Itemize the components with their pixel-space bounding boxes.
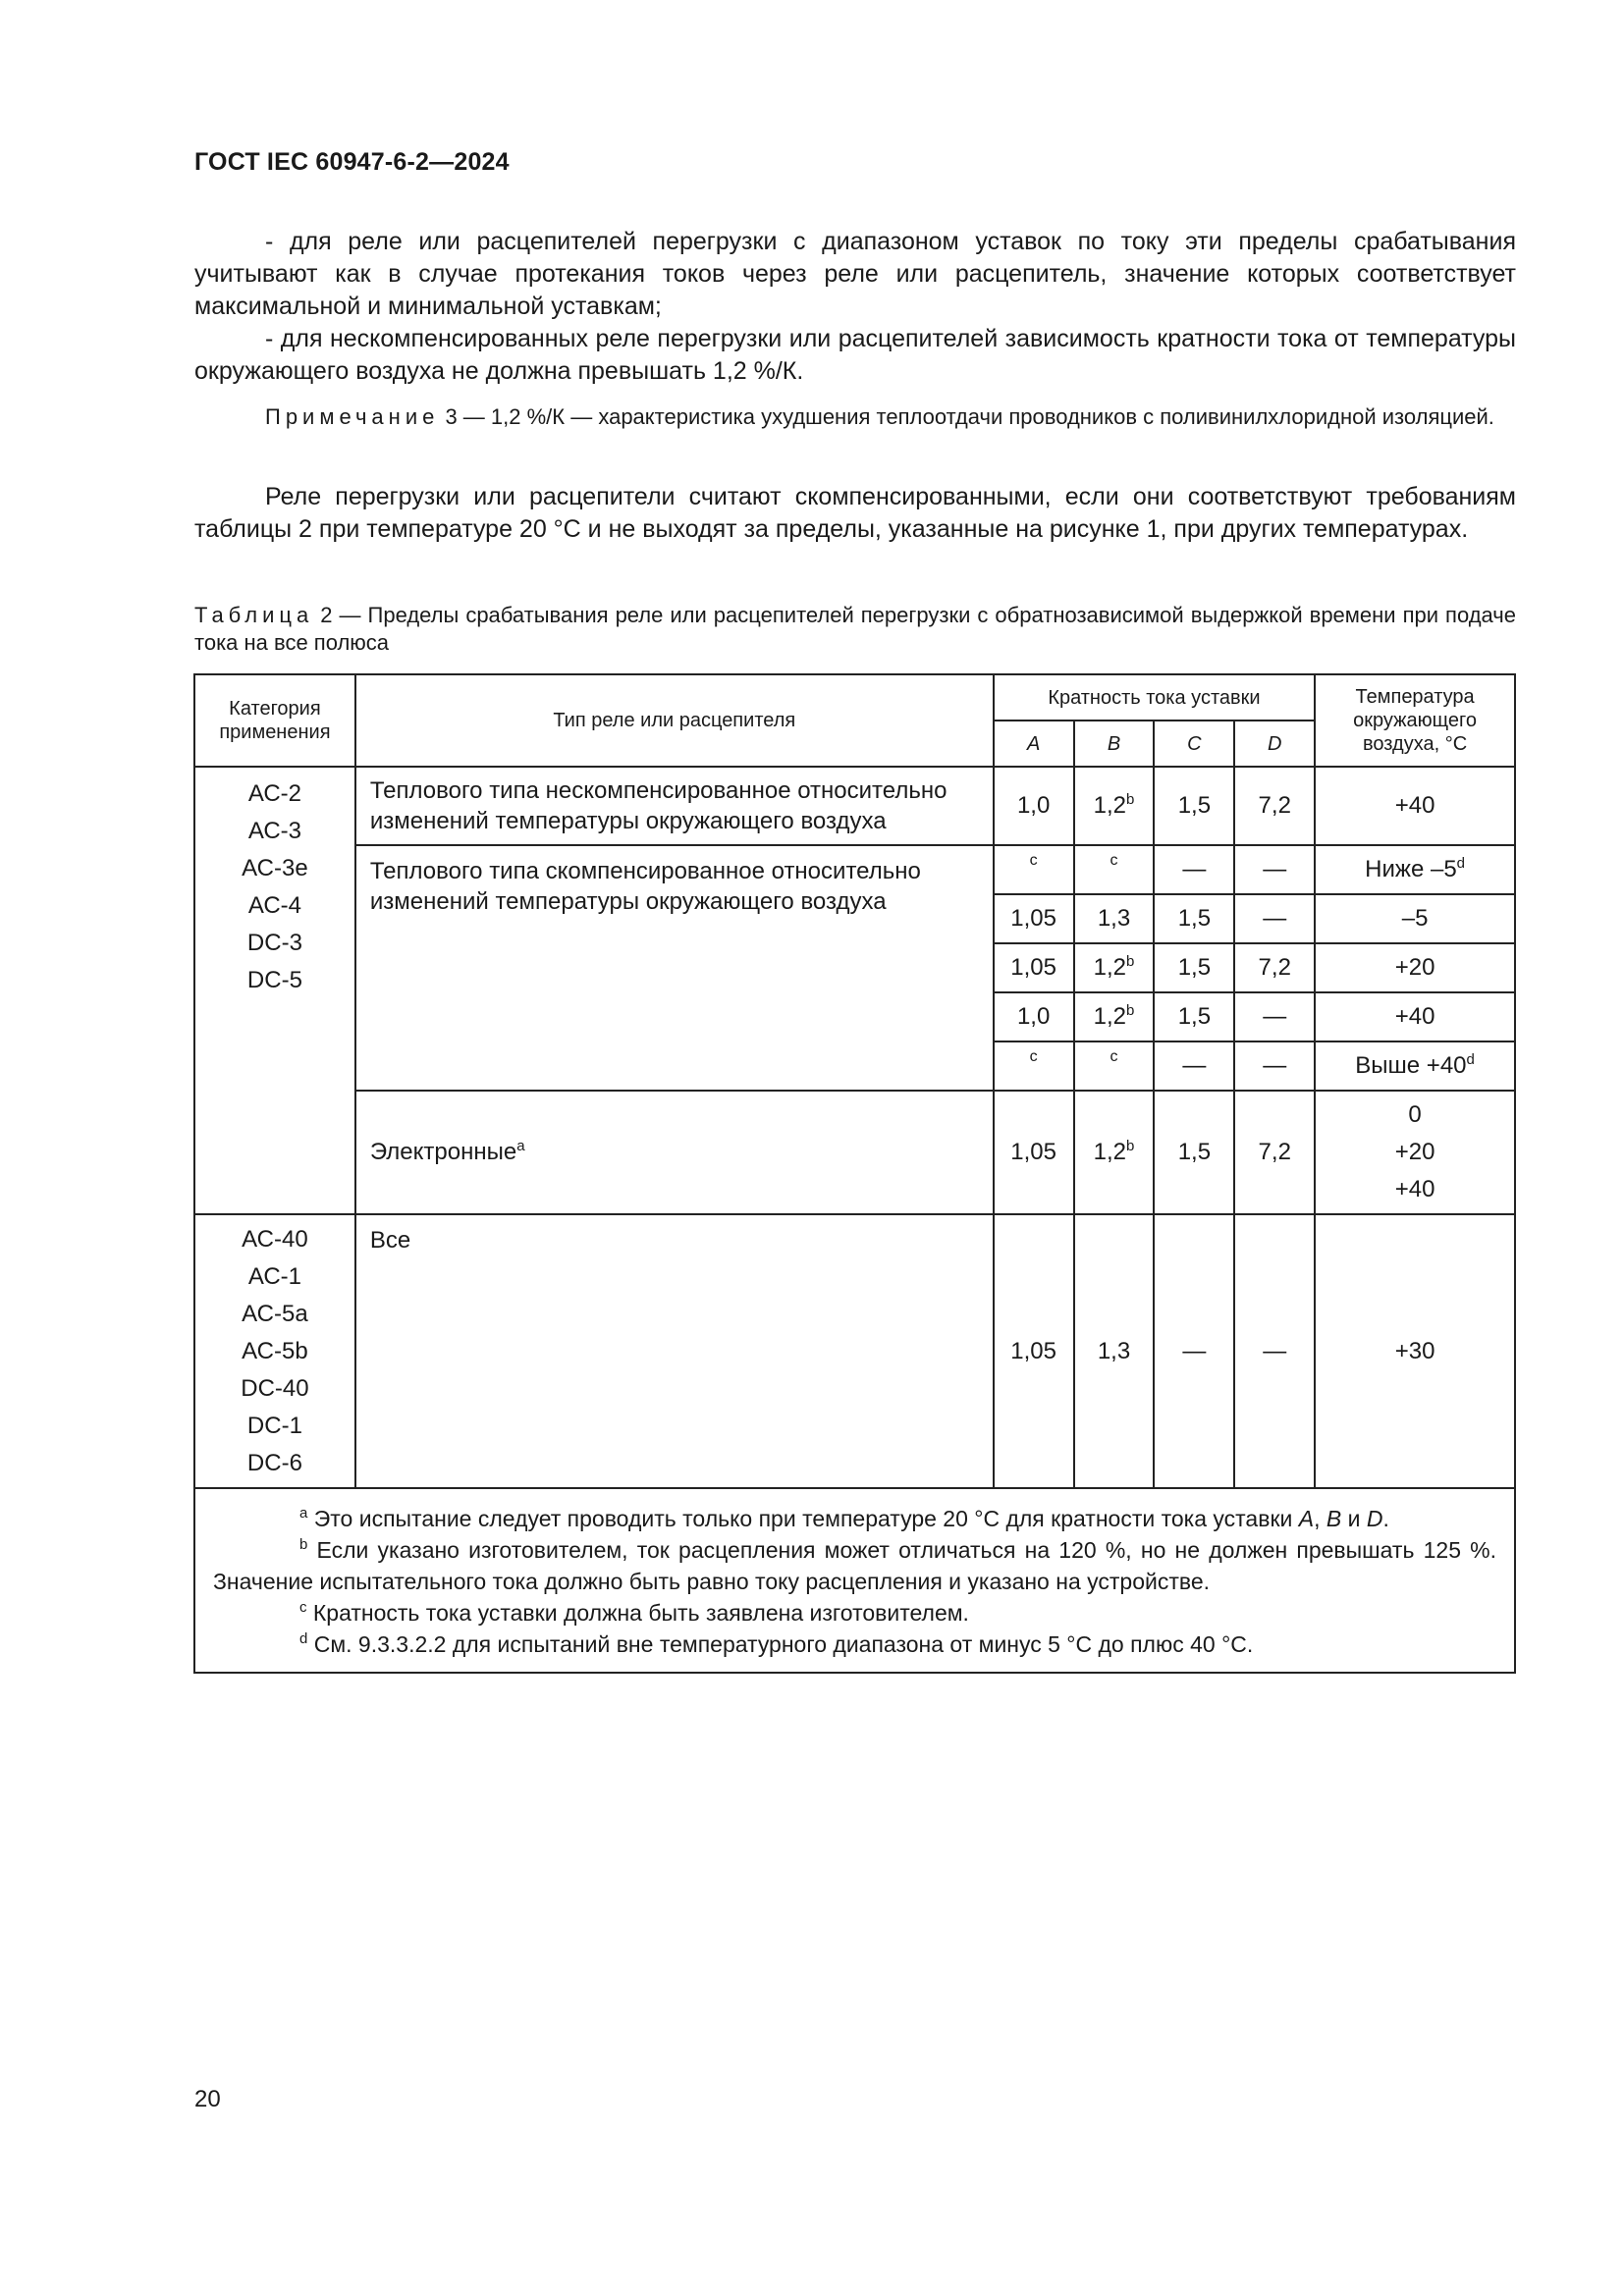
footnote-b: $^b$ Если указано изготовителем, ток расцепления может отличаться на 120 %, но не должен превышать 125 %. Значение испытательного тока должно быть равно току расцепления и указано на устройстве. [213,1536,1496,1594]
note-label: Примечание [265,404,440,429]
r5-c: 1,5 [1154,992,1234,1041]
footnote-a: $^a$ Это испытание следует проводить только при температуре 20 °С для кратности тока уставки A, B и D. [299,1505,1389,1531]
r1-b: 1,2$^b$ [1074,767,1155,845]
r7-t-value: +40 [1394,1176,1435,1202]
category-item: АС-40 [242,1226,308,1253]
document-header: ГОСТ IEC 60947-6-2—2024 [194,148,510,176]
r1-t: +40 [1315,767,1515,845]
r2-t: Ниже –5$^d$ [1315,845,1515,894]
footnote-d: $^d$ См. 9.3.3.2.2 для испытаний вне температурного диапазона от минус 5 °С до плюс 40 °С. [299,1630,1254,1657]
r2-b: c [1074,845,1155,894]
table-caption [194,602,1516,657]
r5-a: 1,0 [994,992,1074,1041]
r6-a: c [994,1041,1074,1091]
table-caption-label: Таблица [194,603,314,627]
r4-c: 1,5 [1154,943,1234,992]
category-item: АС-2 [247,780,301,807]
r2-c: — [1154,845,1234,894]
category-item: DC-6 [246,1450,302,1476]
header-d: D [1234,721,1315,767]
r6-d: — [1234,1041,1315,1091]
r5-d: — [1234,992,1315,1041]
r1-c: 1,5 [1154,767,1234,845]
r7-t-value: +20 [1394,1139,1435,1165]
header-c: C [1154,721,1234,767]
r4-a: 1,05 [994,943,1074,992]
note-text: 3 — 1,2 %/К — характеристика ухудшения теплоотдачи проводников с поливинилхлоридной изоляцией. [439,404,1494,429]
header-a: A [994,721,1074,767]
r7-b: 1,2$^b$ [1074,1091,1155,1214]
category-item: АС-1 [247,1263,301,1290]
r6-t: Выше $+40^d$ [1315,1041,1515,1091]
r3-a: 1,05 [994,894,1074,943]
header-multiplicity: Кратность тока уставки [994,674,1315,721]
table-2 [193,673,1516,1674]
r5-b: 1,2$^b$ [1074,992,1155,1041]
group2-b: 1,3 [1074,1214,1155,1488]
r7-d: 7,2 [1234,1091,1315,1214]
r4-b: 1,2$^b$ [1074,943,1155,992]
category-item: АС-4 [247,892,301,919]
group2-t: +30 [1315,1214,1515,1488]
group2-d: — [1234,1214,1315,1488]
group2-c: — [1154,1214,1234,1488]
category-item: DC-3 [246,930,302,956]
r7-type: Электронные$^a$ [355,1091,994,1214]
category-item: DC-5 [246,967,302,993]
r4-t: +20 [1315,943,1515,992]
header-type: Тип реле или расцепителя [355,674,994,767]
paragraph-2: - для нескомпенсированных реле перегрузки или расцепителей зависимость кратности тока от температуры окружающего воздуха не должна превышать 1,2 %/К. [194,325,1516,385]
table-footnotes [194,1488,1515,1673]
r7-t-value: 0 [1408,1101,1422,1128]
group2-categories [194,1214,355,1488]
r3-t: –5 [1315,894,1515,943]
r1-d: 7,2 [1234,767,1315,845]
r7-a: 1,05 [994,1091,1074,1214]
r3-b: 1,3 [1074,894,1155,943]
r6-c: — [1154,1041,1234,1091]
category-item: DC-1 [246,1413,302,1439]
footnote-c: $^c$ Кратность тока уставки должна быть заявлена изготовителем. [299,1599,969,1626]
category-item: АС-5а [242,1301,308,1327]
r2-d: — [1234,845,1315,894]
category-item: АС-3е [242,855,308,881]
header-temperature: Температура окружающего воздуха, °С [1315,674,1515,767]
r2-type: Теплового типа скомпенсированное относительно изменений температуры окружающего воздуха [355,845,994,1091]
r3-c: 1,5 [1154,894,1234,943]
group1-categories [194,767,355,1214]
r7-t [1315,1091,1515,1214]
header-b: B [1074,721,1155,767]
group2-a: 1,05 [994,1214,1074,1488]
group2-type: Все [355,1214,994,1488]
note-3 [194,402,1516,431]
header-category: Категория применения [194,674,355,767]
paragraph-3: Реле перегрузки или расцепители считают скомпенсированными, если они соответствуют требованиям таблицы 2 при температуре 20 °С и не выходят за пределы, указанные на рисунке 1, при других температурах. [194,483,1516,543]
r6-b: c [1074,1041,1155,1091]
r4-d: 7,2 [1234,943,1315,992]
r7-c: 1,5 [1154,1091,1234,1214]
category-item: АС-5b [242,1338,308,1364]
table-caption-text: 2 — Пределы срабатывания реле или расцепителей перегрузки с обратнозависимой выдержкой времени при подаче тока на все полюса [194,603,1516,655]
category-item: DC-40 [241,1375,309,1402]
r2-a: c [994,845,1074,894]
category-item: АС-3 [247,818,301,844]
r1-type: Теплового типа нескомпенсированное относительно изменений температуры окружающего воздуха [355,767,994,845]
r5-t: +40 [1315,992,1515,1041]
page-number: 20 [194,2086,221,2112]
paragraph-1: - для реле или расцепителей перегрузки с диапазоном уставок по току эти пределы срабатывания учитывают как в случае протекания токов через реле или расцепитель, значение которых соответствует максимальной и минимальной уставкам; [194,228,1516,320]
r3-d: — [1234,894,1315,943]
r1-a: 1,0 [994,767,1074,845]
